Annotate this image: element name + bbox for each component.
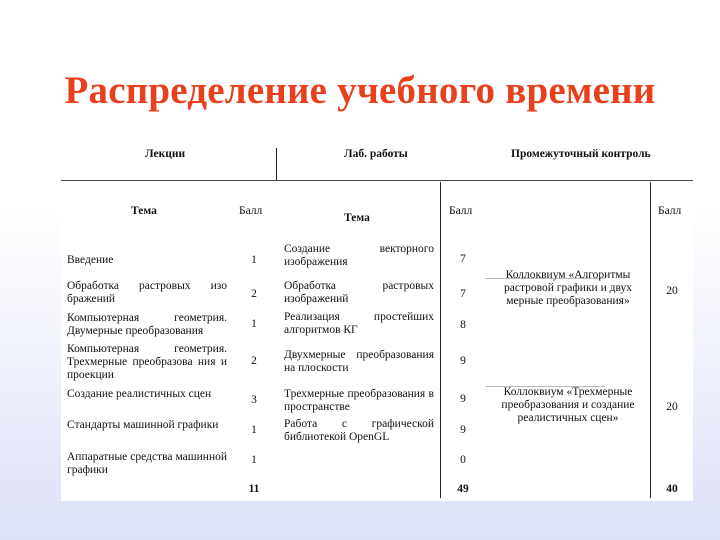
lecture-topic-header: Тема: [131, 205, 157, 217]
lecture-topic: Обработка растровых изо бражений: [67, 280, 227, 305]
control-score: 20: [666, 285, 678, 297]
lab-score: 7: [460, 288, 466, 300]
lab-score: 0: [460, 454, 466, 466]
lab-score: 9: [460, 424, 466, 436]
column-divider: [276, 148, 277, 180]
lab-score: 9: [460, 393, 466, 405]
control-total: 40: [666, 483, 678, 495]
control-header: Промежуточный контроль: [511, 148, 651, 160]
lecture-score: 2: [251, 355, 257, 367]
lab-topic: Реализация простейших алгоритмов КГ: [284, 311, 434, 336]
lab-topic: Создание векторного изображения: [284, 243, 434, 268]
schedule-table: [61, 145, 693, 501]
lecture-score-header: Балл: [239, 205, 263, 217]
lab-score-header: Балл: [449, 205, 473, 217]
column-divider: [440, 182, 441, 498]
labs-total: 49: [457, 483, 469, 495]
lab-topic-header: Тема: [344, 212, 370, 224]
lectures-header: Лекции: [145, 148, 186, 160]
lecture-topic: Создание реалистичных сцен: [67, 388, 212, 400]
lecture-topic: Компьютерная геометрия. Двумерные преобразования: [67, 312, 227, 337]
lecture-topic: Стандарты машинной графики: [67, 419, 219, 431]
lecture-score: 1: [251, 318, 257, 330]
lab-score: 7: [460, 253, 466, 265]
lecture-topic: Аппаратные средства машинной графики: [67, 451, 227, 476]
lecture-score: 2: [251, 288, 257, 300]
lecture-score: 1: [251, 424, 257, 436]
lab-topic: Работа с графической библиотекой OpenGL: [284, 418, 434, 443]
column-divider: [650, 182, 651, 498]
control-score-header: Балл: [658, 205, 682, 217]
lab-score: 9: [460, 355, 466, 367]
lab-score: 8: [460, 319, 466, 331]
lecture-score: 1: [251, 454, 257, 466]
control-score: 20: [666, 401, 678, 413]
lecture-score: 3: [251, 394, 257, 406]
lab-topic: Обработка растровых изображений: [284, 280, 434, 305]
lecture-topic: Компьютерная геометрия. Трехмерные преобразова ния и проекции: [67, 343, 227, 381]
labs-header: Лаб. работы: [344, 148, 408, 160]
page-title: Распределение учебного времени: [64, 69, 656, 112]
lecture-topic: Введение: [67, 254, 114, 266]
header-rule: [61, 180, 693, 181]
lectures-total: 11: [248, 483, 260, 495]
lab-topic: Трехмерные преобразования в пространстве: [284, 388, 434, 413]
lecture-score: 1: [251, 254, 257, 266]
lab-topic: Двухмерные преобразования на плоскости: [284, 349, 434, 374]
control-topic: Коллоквиум «Алгоритмы растровой графики и двух мерные преобразования»: [504, 269, 632, 307]
control-topic: Коллоквиум «Трехмерные преобразования и создание реалистичных сцен»: [501, 386, 635, 424]
